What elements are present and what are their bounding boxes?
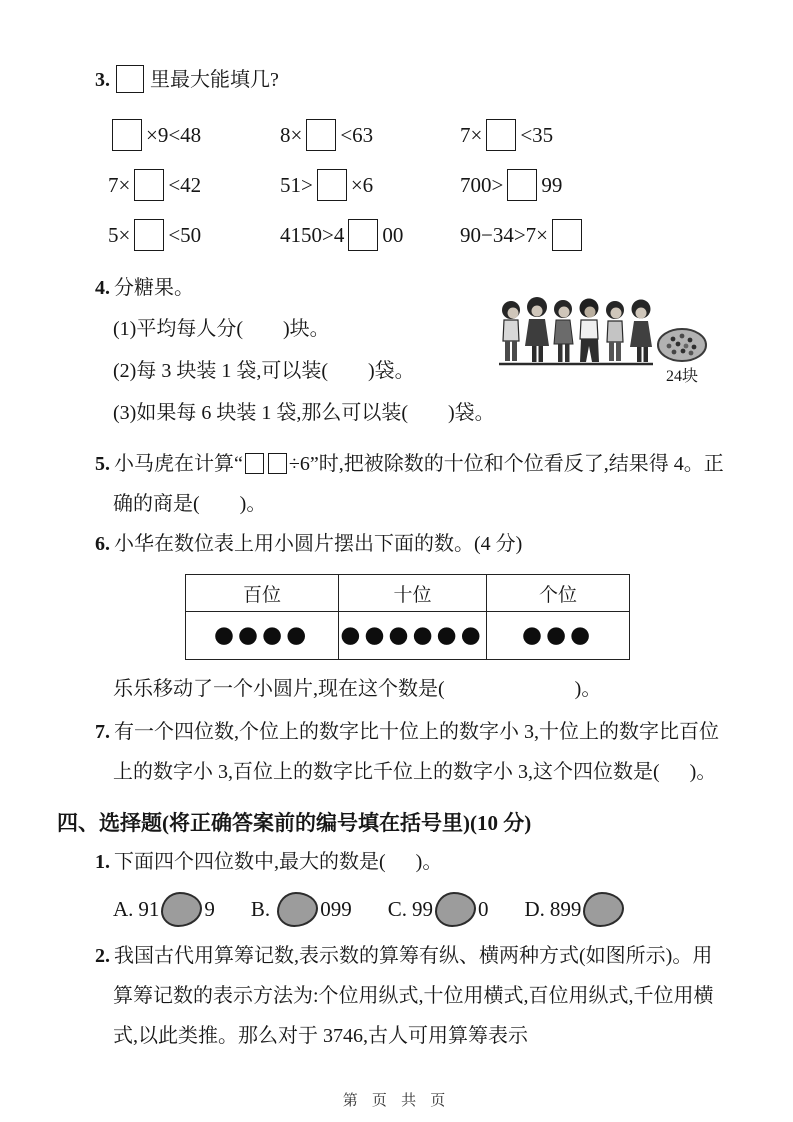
choice-a-pre: 91 [138, 896, 160, 921]
cq1-number: 1. [95, 851, 110, 873]
answer-box [134, 219, 164, 251]
question-4 [0, 272, 793, 434]
dots-ones: ●●● [487, 612, 630, 660]
cq2-number: 2. [95, 945, 110, 967]
answer-box [134, 169, 164, 201]
choice-d-label: D. [524, 896, 545, 921]
ink-blot-icon [161, 892, 202, 927]
answer-box [317, 169, 347, 201]
expression-cell: 8× <63 [280, 119, 460, 151]
choice-a-post: 9 [204, 896, 215, 921]
cq1-text: 下面四个四位数中,最大的数是( )。 [114, 851, 443, 873]
q3-title: 里最大能填几? [150, 69, 279, 91]
header-tens: 十位 [339, 575, 487, 612]
q4-title: 分糖果。 [114, 277, 194, 299]
header-ones: 个位 [487, 575, 630, 612]
q4-item-2: (2)每 3 块装 1 袋,可以装( )袋。 [113, 360, 415, 382]
expression-cell: 7× <35 [460, 119, 793, 151]
q5-number: 5. [95, 453, 110, 475]
answer-box [112, 119, 142, 151]
choice-d-pre: 899 [549, 896, 582, 921]
candy-count-label: 24块 [665, 368, 698, 385]
expression-cell: 5× <50 [108, 219, 280, 251]
answer-box [306, 119, 336, 151]
header-hundreds: 百位 [186, 575, 339, 612]
question-3 [0, 64, 793, 260]
q7-text: 有一个四位数,个位上的数字比十位上的数字小 3,十位上的数字比百位上的数字小 3,百位上的数字比千位上的数字小 3,这个四位数是( )。 [113, 721, 719, 783]
q4-number: 4. [95, 277, 110, 299]
q4-item-3: (3)如果每 6 块装 1 袋,那么可以装( )袋。 [113, 402, 495, 424]
choice-c [388, 892, 489, 927]
question-5 [95, 444, 731, 524]
q3-heading [95, 64, 793, 96]
answer-box [245, 453, 264, 474]
q7-number: 7. [95, 721, 110, 743]
dots-tens: ●●●●●● [339, 612, 487, 660]
cq1-choices [113, 888, 793, 930]
answer-box [116, 65, 144, 93]
expression-cell: 90−34>7× [460, 219, 793, 251]
ink-blot-icon [583, 892, 624, 927]
expression-cell: 51> ×6 [280, 169, 460, 201]
q4-illustration [497, 294, 713, 385]
q3-number: 3. [95, 69, 110, 91]
expression-cell: 4150>4 00 [280, 219, 460, 251]
expression-cell: 7× <42 [108, 169, 280, 201]
q3-expression-grid [108, 110, 793, 260]
dots-hundreds: ●●●● [186, 612, 339, 660]
q4-item-1: (1)平均每人分( )块。 [113, 318, 330, 340]
table-dots-row [186, 612, 630, 660]
q6-followup: 乐乐移动了一个小圆片,现在这个数是( )。 [113, 678, 602, 700]
ink-blot-icon [277, 892, 318, 927]
q6-text: 小华在数位表上用小圆片摆出下面的数。(4 分) [114, 533, 523, 555]
answer-box [348, 219, 378, 251]
q6-heading [95, 524, 731, 564]
question-7 [95, 712, 731, 792]
choice-question-1 [95, 844, 731, 880]
choice-b-label: B. [250, 896, 271, 921]
q5-text: 小马虎在计算“ ÷6”时,把被除数的十位和个位看反了,结果得 4。正确的商是( )。 [113, 453, 724, 515]
table-header-row [186, 575, 630, 612]
answer-box [552, 219, 582, 251]
answer-box [507, 169, 537, 201]
cq2-text: 我国古代用算筹记数,表示数的算筹有纵、横两种方式(如图所示)。用算筹记数的表示方法为:个位用纵式,十位用横式,百位用纵式,千位用横式,以此类推。那么对于 3746,古人可用算筹表示 [113, 945, 714, 1047]
section-4-heading: 四、选择题(将正确答案前的编号填在括号里)(10 分) [57, 811, 532, 835]
choice-c-pre: 99 [411, 896, 433, 921]
place-value-table [185, 574, 630, 660]
choice-b-post: 099 [320, 896, 352, 921]
choice-question-2 [95, 936, 731, 1056]
expression-cell: ×9<48 [108, 119, 280, 151]
ink-blot-icon [435, 892, 476, 927]
choice-a [113, 892, 215, 927]
choice-d [524, 892, 626, 927]
candy-plate-block [655, 325, 709, 386]
page-footer: 第 页 共 页 [342, 1092, 451, 1109]
candy-plate-icon [655, 325, 709, 367]
section-4 [0, 806, 793, 1056]
answer-box [486, 119, 516, 151]
choice-b [251, 892, 352, 927]
choice-c-label: C. [387, 896, 407, 921]
answer-box [268, 453, 287, 474]
children-illustration [497, 294, 653, 374]
q6-number: 6. [95, 533, 110, 555]
expression-cell: 700> 99 [460, 169, 793, 201]
question-6 [0, 524, 793, 704]
choice-a-label: A. [113, 896, 134, 921]
choice-c-post: 0 [477, 896, 489, 921]
